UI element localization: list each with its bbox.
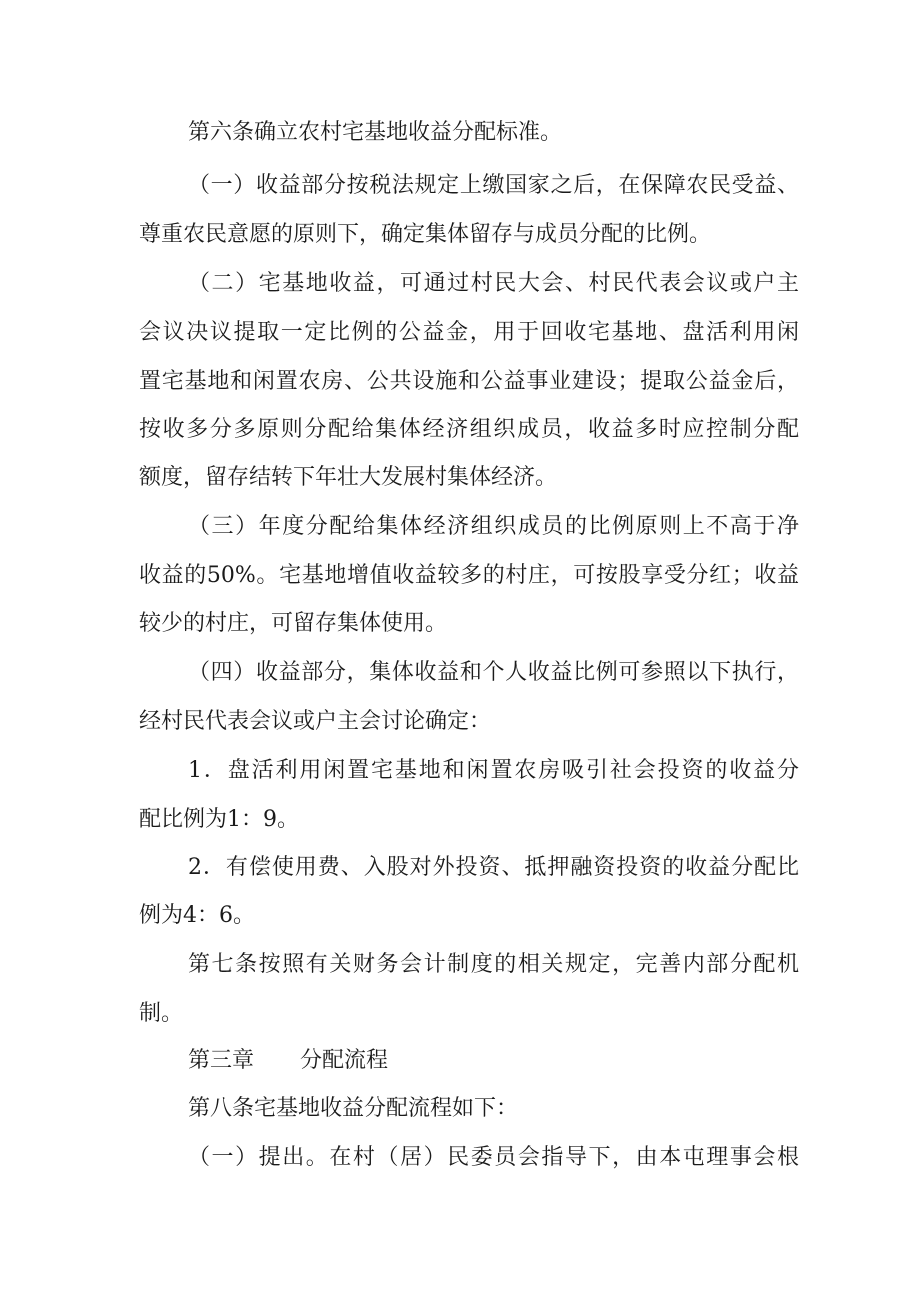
paragraph-line: 经村民代表会议或户主会讨论确定：	[139, 709, 492, 734]
paragraph-line: 收益的50%。宅基地增值收益较多的村庄，可按股享受分红；收益	[139, 563, 799, 588]
paragraph-line: （一）提出。在村（居）民委员会指导下，由本屯理事会根	[188, 1145, 799, 1170]
paragraph-line: 尊重农民意愿的原则下，确定集体留存与成员分配的比例。	[139, 222, 712, 247]
list-item-line: 例为4：6。	[139, 903, 255, 928]
paragraph-line: 按收多分多原则分配给集体经济组织成员，收益多时应控制分配	[139, 417, 799, 442]
list-item-line: 配比例为1：9。	[139, 807, 299, 832]
paragraph-line: 较少的村庄，可留存集体使用。	[139, 611, 448, 636]
paragraph-line: （三）年度分配给集体经济组织成员的比例原则上不高于净	[188, 514, 799, 539]
list-item-line: 1．盘活利用闲置宅基地和闲置农房吸引社会投资的收益分	[188, 758, 799, 783]
paragraph-line: 额度，留存结转下年壮大发展村集体经济。	[139, 465, 558, 490]
paragraph-line: 置宅基地和闲置农房、公共设施和公益事业建设；提取公益金后，	[139, 369, 799, 394]
paragraph-line: （四）收益部分，集体收益和个人收益比例可参照以下执行，	[188, 660, 799, 685]
paragraph-line: （二）宅基地收益，可通过村民大会、村民代表会议或户主	[188, 271, 799, 296]
chapter-number: 第三章	[188, 1048, 255, 1073]
list-item-line: 2．有偿使用费、入股对外投资、抵押融资投资的收益分配比	[188, 855, 799, 880]
article-7-line: 第七条按照有关财务会计制度的相关规定，完善内部分配机	[188, 952, 799, 977]
chapter-title: 分配流程	[300, 1048, 389, 1073]
paragraph-line: （一）收益部分按税法规定上缴国家之后，在保障农民受益、	[188, 173, 799, 198]
paragraph-line: 会议决议提取一定比例的公益金，用于回收宅基地、盘活利用闲	[139, 320, 799, 345]
article-6-title: 第六条确立农村宅基地收益分配标准。	[188, 120, 563, 145]
article-8-title: 第八条宅基地收益分配流程如下：	[188, 1096, 519, 1121]
article-7-line: 制。	[139, 1001, 184, 1026]
chapter-heading	[188, 1046, 799, 1076]
